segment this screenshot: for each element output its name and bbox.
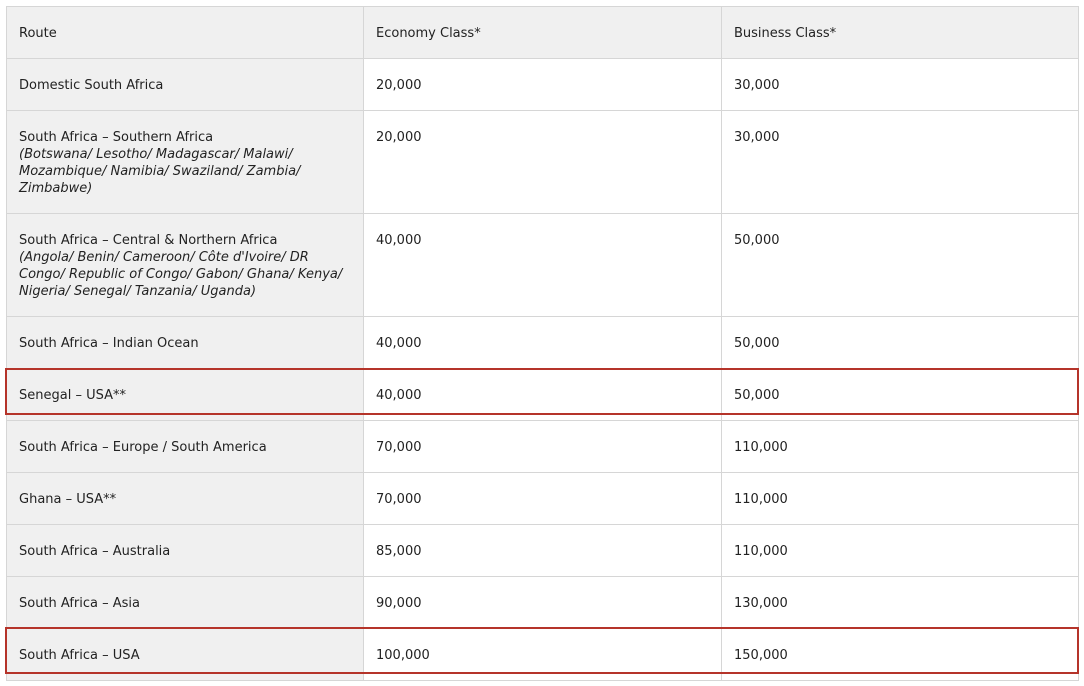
- business-column-header: Business Class*: [721, 7, 1079, 58]
- economy-cell: 40,000: [363, 317, 721, 368]
- table-row-highlighted: [6, 369, 1079, 421]
- route-column-header: Route: [6, 7, 363, 58]
- economy-cell: 85,000: [363, 525, 721, 576]
- economy-cell: 40,000: [363, 369, 721, 420]
- route-name: Ghana – USA**: [19, 492, 117, 507]
- route-name: South Africa – USA: [19, 648, 140, 663]
- table-row-highlighted: [6, 629, 1079, 681]
- business-cell: 50,000: [721, 317, 1079, 368]
- award-chart-table: [6, 6, 1079, 681]
- table-row: [6, 525, 1079, 577]
- route-name: South Africa – Indian Ocean: [19, 336, 199, 351]
- table-header-row: [6, 7, 1079, 59]
- route-cell: [6, 317, 363, 368]
- route-cell: [6, 421, 363, 472]
- economy-cell: 100,000: [363, 629, 721, 680]
- economy-cell: 40,000: [363, 214, 721, 316]
- business-cell: 30,000: [721, 111, 1079, 213]
- route-cell: [6, 111, 363, 213]
- route-countries: (Botswana/ Lesotho/ Madagascar/ Malawi/ Mozambique/ Namibia/ Swaziland/ Zambia/ Zimbabwe): [19, 147, 301, 196]
- route-cell: [6, 525, 363, 576]
- table-row: [6, 111, 1079, 214]
- business-cell: 150,000: [721, 629, 1079, 680]
- business-cell: 30,000: [721, 59, 1079, 110]
- business-cell: 130,000: [721, 577, 1079, 628]
- business-cell: 110,000: [721, 473, 1079, 524]
- route-name: South Africa – Southern Africa: [19, 130, 214, 145]
- route-cell: [6, 577, 363, 628]
- table-row: [6, 421, 1079, 473]
- route-name: Domestic South Africa: [19, 78, 164, 93]
- business-cell: 110,000: [721, 421, 1079, 472]
- table-row: [6, 577, 1079, 629]
- table-row: [6, 317, 1079, 369]
- business-cell: 110,000: [721, 525, 1079, 576]
- economy-cell: 70,000: [363, 421, 721, 472]
- table-row: [6, 214, 1079, 317]
- route-cell: [6, 214, 363, 316]
- table-row: [6, 59, 1079, 111]
- economy-column-header: Economy Class*: [363, 7, 721, 58]
- route-cell: [6, 369, 363, 420]
- business-cell: 50,000: [721, 369, 1079, 420]
- route-cell: [6, 59, 363, 110]
- business-cell: 50,000: [721, 214, 1079, 316]
- economy-cell: 20,000: [363, 111, 721, 213]
- route-cell: [6, 629, 363, 680]
- economy-cell: 90,000: [363, 577, 721, 628]
- economy-cell: 70,000: [363, 473, 721, 524]
- route-name: South Africa – Australia: [19, 544, 171, 559]
- route-name: South Africa – Europe / South America: [19, 440, 267, 455]
- route-name: Senegal – USA**: [19, 388, 126, 403]
- route-name: South Africa – Asia: [19, 596, 140, 611]
- route-cell: [6, 473, 363, 524]
- route-name: South Africa – Central & Northern Africa: [19, 233, 278, 248]
- route-countries: (Angola/ Benin/ Cameroon/ Côte d'Ivoire/ DR Congo/ Republic of Congo/ Gabon/ Ghana/ Kenya/ Nigeria/ Senegal/ Tanzania/ Uganda): [19, 250, 343, 299]
- table-row: [6, 473, 1079, 525]
- economy-cell: 20,000: [363, 59, 721, 110]
